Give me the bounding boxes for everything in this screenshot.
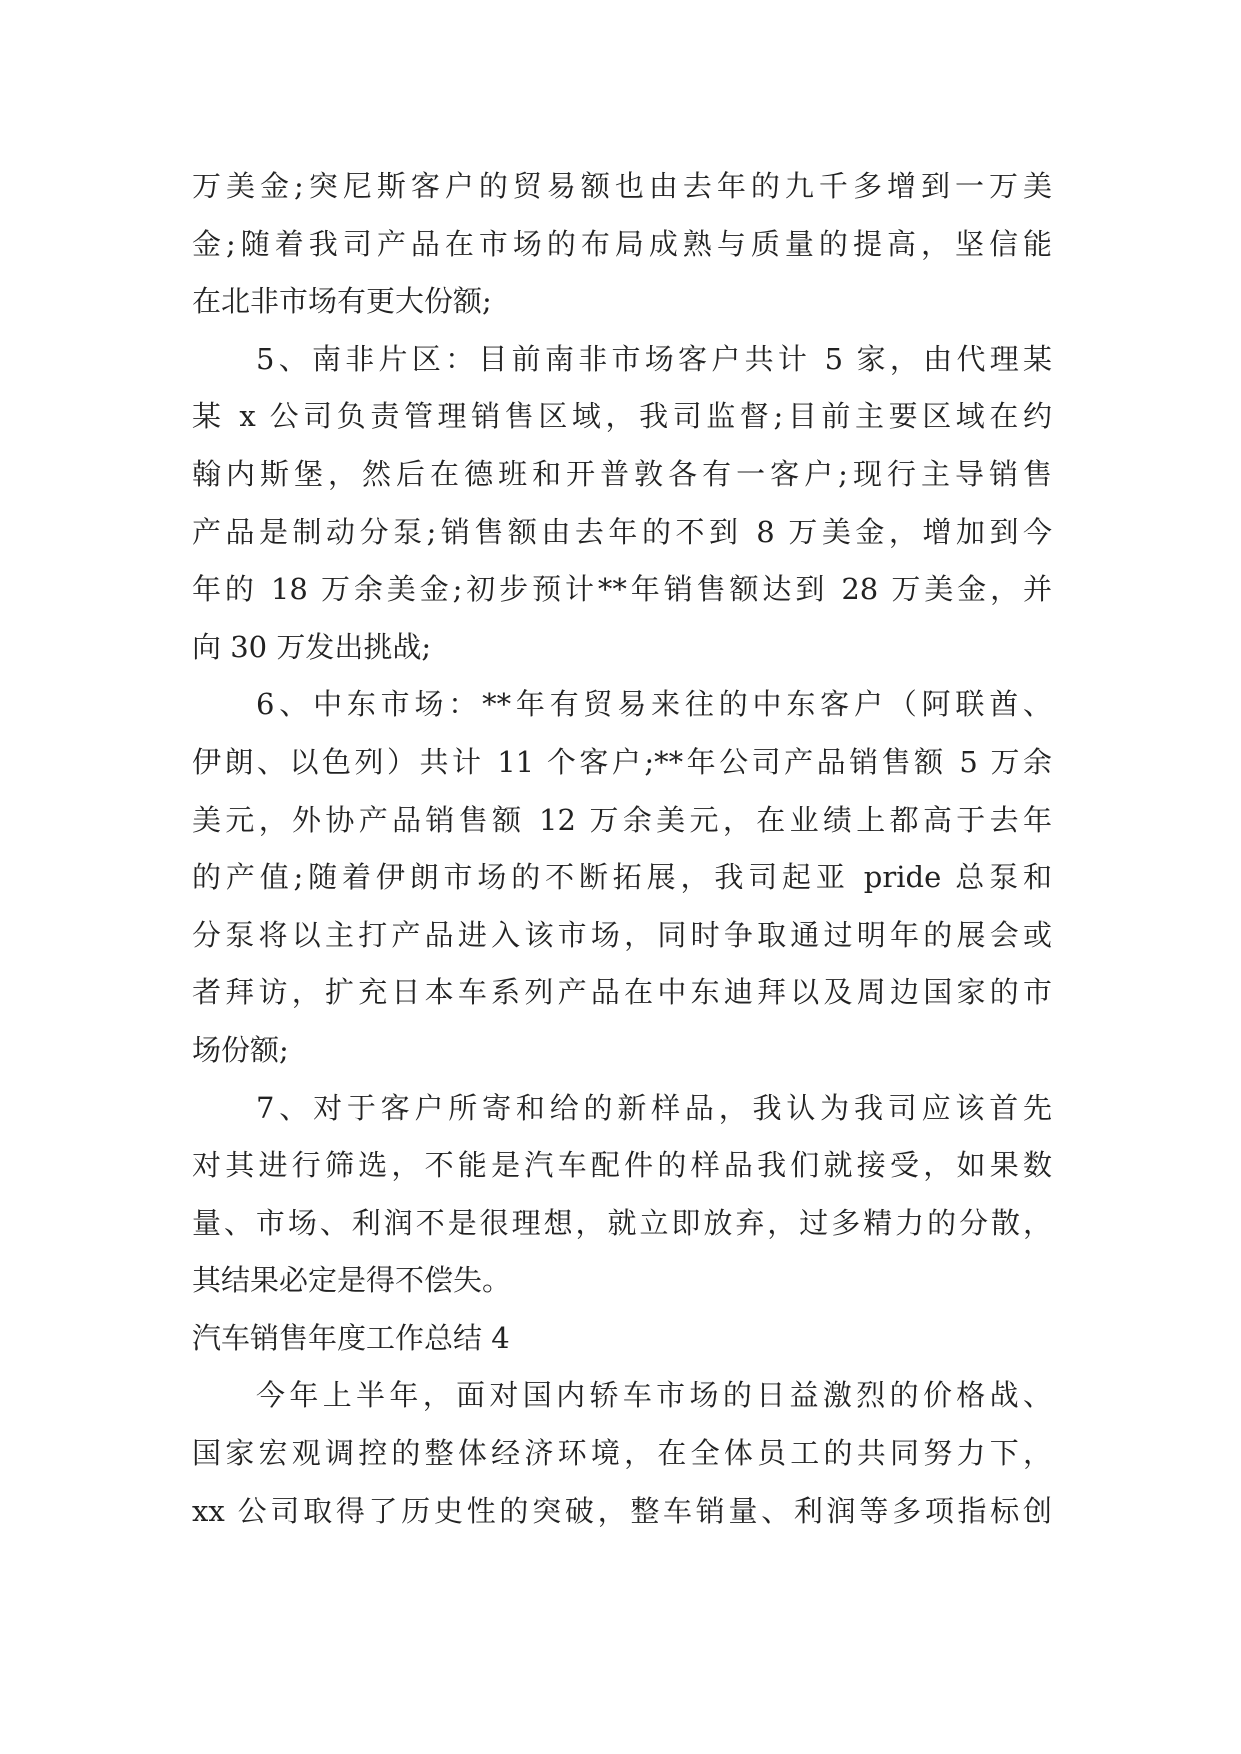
text-line: 在北非市场有更大份额; <box>192 284 492 319</box>
text-line: 金;随着我司产品在市场的布局成熟与质量的提高，坚信能 <box>192 226 1052 261</box>
text-line: 美元，外协产品销售额 12 万余美元，在业绩上都高于去年 <box>192 802 1052 837</box>
text-line: 国家宏观调控的整体经济环境，在全体员工的共同努力下， <box>192 1436 1052 1471</box>
text-line: 6、中东市场：**年有贸易来往的中东客户（阿联酋、 <box>256 687 1052 722</box>
text-line: 翰内斯堡，然后在德班和开普敦各有一客户;现行主导销售 <box>192 456 1052 491</box>
text-line: 某 x 公司负责管理销售区域，我司监督;目前主要区域在约 <box>192 399 1052 434</box>
text-line: 其结果必定是得不偿失。 <box>192 1263 512 1298</box>
section-heading: 汽车销售年度工作总结 4 <box>192 1320 510 1355</box>
text-line: 分泵将以主打产品进入该市场，同时争取通过明年的展会或 <box>192 917 1052 952</box>
document-body <box>192 158 1052 1540</box>
text-line: 7、对于客户所寄和给的新样品，我认为我司应该首先 <box>256 1090 1052 1125</box>
text-line: 者拜访，扩充日本车系列产品在中东迪拜以及周边国家的市 <box>192 975 1052 1010</box>
text-line: 向 30 万发出挑战; <box>192 629 432 664</box>
text-line: 年的 18 万余美金;初步预计**年销售额达到 28 万美金，并 <box>192 572 1052 607</box>
text-line: 伊朗、以色列）共计 11 个客户;**年公司产品销售额 5 万余 <box>192 744 1052 779</box>
text-line: 万美金;突尼斯客户的贸易额也由去年的九千多增到一万美 <box>192 169 1052 203</box>
text-line: 今年上半年，面对国内轿车市场的日益激烈的价格战、 <box>256 1378 1052 1413</box>
text-line: 对其进行筛选，不能是汽车配件的样品我们就接受，如果数 <box>192 1148 1052 1183</box>
text-line: 场份额; <box>192 1032 289 1067</box>
text-line: 的产值;随着伊朗市场的不断拓展，我司起亚 pride 总泵和 <box>192 860 1052 895</box>
text-line: 产品是制动分泵;销售额由去年的不到 8 万美金，增加到今 <box>192 514 1052 549</box>
text-line: 5、南非片区：目前南非市场客户共计 5 家，由代理某 <box>256 341 1052 376</box>
text-line: xx 公司取得了历史性的突破，整车销量、利润等多项指标创 <box>192 1493 1052 1528</box>
text-line: 量、市场、利润不是很理想，就立即放弃，过多精力的分散， <box>192 1205 1052 1240</box>
